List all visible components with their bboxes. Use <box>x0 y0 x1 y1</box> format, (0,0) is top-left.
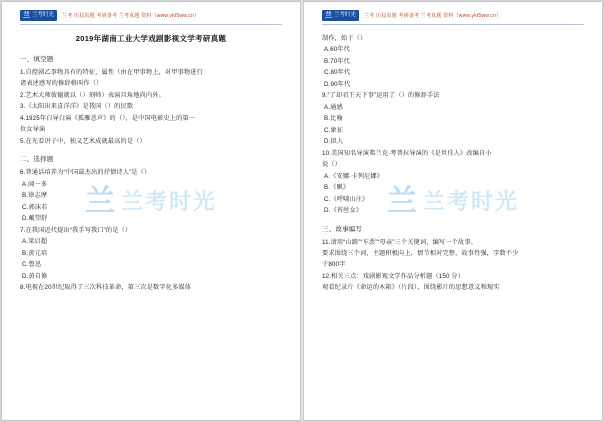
body-line: 10.美国知名导演弗兰克·考普拉导演的《是世佳人》改编自小 <box>322 149 492 157</box>
body-line: C.鲁迅 <box>22 261 42 269</box>
body-line: B.比喻 <box>324 115 343 123</box>
body-line: 一、填空题 <box>20 56 54 63</box>
page-header-right <box>322 10 584 25</box>
body-line: C.《呼啸山庄》 <box>324 195 369 203</box>
body-line: 12.相关三点：戏剧影视文学作品分析题（150 分） <box>322 272 465 280</box>
body-line: 诸表述感写的修辞格叫作（） <box>20 80 103 88</box>
right-page <box>304 2 602 420</box>
body-line: C.80年代 <box>324 69 351 77</box>
watermark-text: 兰考时光 <box>120 189 217 214</box>
body-line: 11.请用“山路”“车票”“母亲”三个关键词，编写一个故事。 <box>322 238 477 246</box>
body-line: 6.普通话培养为“中国最杰出的抒情诗人”是（） <box>20 169 151 177</box>
body-line: B.黄元培 <box>22 249 48 257</box>
body-line: C.象征 <box>324 126 344 134</box>
body-line: D.拟人 <box>324 138 344 146</box>
body-line: D.戴望舒 <box>22 215 48 223</box>
header-notice: 兰考 历届真题 考研备考 兰考真题 资料（www.ykt5ww.cn） <box>364 13 502 19</box>
body-line: 于800字 <box>322 261 346 269</box>
body-line: 9.“了却君王天下事”运用了（）的修辞手法 <box>322 92 440 100</box>
header-notice: 兰考 历届真题 考研备考 兰考真题 资料（www.ykt5ww.cn） <box>62 13 200 19</box>
body-line: B.《飘》 <box>324 184 350 192</box>
page-header-left <box>20 10 282 25</box>
body-line: 三、故事编写 <box>322 225 363 233</box>
body-line: A.60年代 <box>324 46 351 54</box>
body-line: A.闻一多 <box>22 180 48 188</box>
watermark-mark-icon: 兰 <box>84 185 115 218</box>
body-line: 观看纪录片《命运的木箱》（片段），围绕影片的思想意义和现实 <box>322 284 500 292</box>
body-line: 4.1925年白导白演《孤雁悲声》的（），是中国电影史上的第一 <box>20 114 196 122</box>
body-line: 位女导演 <box>20 126 46 134</box>
logo-mark-icon: 兰 <box>23 12 30 19</box>
body-line: 要求围绕三个词，主题积极向上，情节相对完整，故事性强，字数不少 <box>322 249 519 257</box>
body-line: D.黄自修 <box>22 272 48 280</box>
body-line: 二、选择题 <box>20 156 54 164</box>
left-page <box>2 2 300 420</box>
body-line: A.《安娜·卡列尼娜》 <box>324 172 384 180</box>
body-line: 制作，始于（） <box>322 35 367 42</box>
watermark-text: 兰考时光 <box>422 189 519 214</box>
body-line: C.郭沫若 <box>22 203 48 211</box>
body-line: D.《苔丝女》 <box>324 207 363 215</box>
body-line: A.梁启超 <box>22 238 48 246</box>
brand-logo <box>20 10 57 21</box>
body-line: 7.在我国近代提出“我手写我口”的是（） <box>20 226 132 234</box>
page-title: 2019年湖南工业大学戏剧影视文学考研真题 <box>75 34 227 43</box>
body-line: B.徐志摩 <box>22 192 48 200</box>
body-line: 2.艺术大师彼德就以（）刻师）表演旦角地尚内外。 <box>20 91 165 99</box>
body-line: 1.自控剧乙事物具有的特征，属性（由在甲事物上，对甲事物进行 <box>20 69 203 76</box>
logo-mark-icon: 兰 <box>325 12 332 19</box>
body-line: D.90年代 <box>324 80 351 88</box>
watermark-mark-icon: 兰 <box>386 185 417 218</box>
body-line: 说（） <box>322 161 342 169</box>
body-line: 8.电视在20世纪取得了三次科技革命，第三次是数字化多媒体 <box>20 283 192 291</box>
brand-logo <box>322 10 359 21</box>
body-line: B.70年代 <box>324 57 351 65</box>
body-line: A.通感 <box>324 103 343 111</box>
body-line: 5.在光看讲子中，独义艺术成就最高的是（） <box>20 137 146 145</box>
logo-text: 兰考时光 <box>32 11 55 18</box>
page-gutter <box>300 0 304 422</box>
body-line: 3.《太阳出来喜洋洋》是我国（）的民歌 <box>20 103 134 111</box>
logo-text: 兰考时光 <box>334 11 357 18</box>
